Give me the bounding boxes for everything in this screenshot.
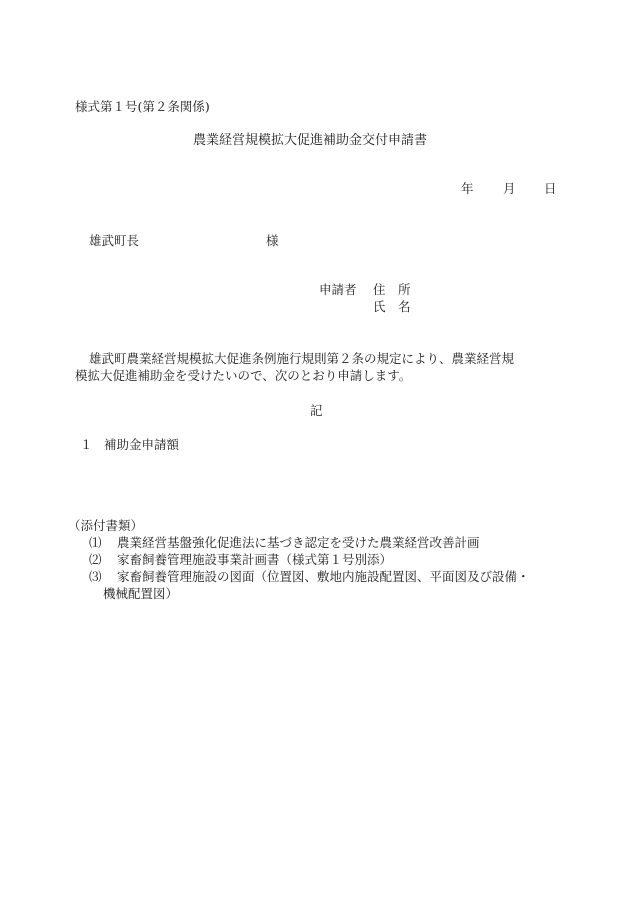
ki-heading: 記 (310, 403, 323, 418)
date-day-label: 日 (544, 181, 557, 196)
document-title: 農業経営規模拡大促進補助金交付申請書 (193, 133, 428, 148)
request-body-line-1: 雄武町農業経営規模拡大促進条例施行規則第２条の規定により、農業経営規 (89, 351, 515, 366)
date-month-label: 月 (503, 181, 516, 196)
attachment-text: 家畜飼養管理施設の図面（位置図、敷地内施設配置図、平面図及び設備・ (117, 569, 530, 584)
item-number: １ (80, 437, 93, 452)
date-year-label: 年 (461, 181, 474, 196)
addressee-honorific: 様 (266, 233, 279, 248)
attachments-heading: （添付書類） (68, 518, 144, 533)
attachment-text-continued: 機械配置図） (103, 586, 179, 601)
applicant-label: 申請者 (319, 282, 357, 297)
attachment-text: 農業経営基盤強化促進法に基づき認定を受けた農業経営改善計画 (117, 535, 480, 550)
attachment-text: 家畜飼養管理施設事業計画書（様式第１号別添） (117, 552, 393, 567)
attachment-number: ⑶ (89, 569, 102, 584)
addressee-name: 雄武町長 (89, 233, 140, 248)
attachment-number: ⑴ (89, 535, 102, 550)
request-body-line-2: 模拡大促進補助金を受けたいので、次のとおり申請します。 (75, 368, 412, 383)
applicant-address-label: 住 所 (373, 282, 411, 297)
applicant-name-label: 氏 名 (373, 299, 411, 314)
item-label: 補助金申請額 (104, 437, 180, 452)
attachment-number: ⑵ (89, 552, 102, 567)
form-number: 様式第１号(第２条関係) (75, 99, 210, 114)
